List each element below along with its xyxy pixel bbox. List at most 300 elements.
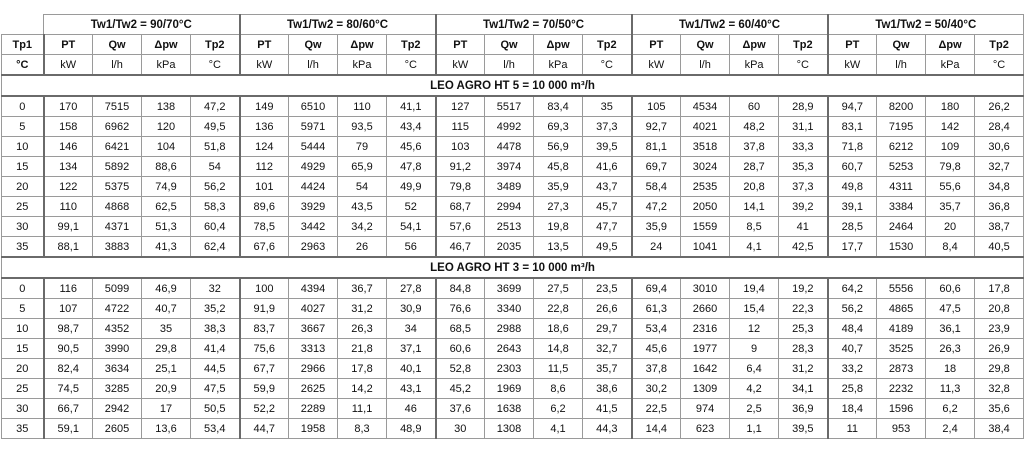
table-cell: 20,8 xyxy=(975,299,1024,319)
table-cell: 7515 xyxy=(93,96,142,117)
row-param-cell: 35 xyxy=(2,419,44,439)
table-cell: 58,4 xyxy=(632,177,681,197)
table-cell: 2660 xyxy=(681,299,730,319)
unit-header: °C xyxy=(779,55,828,76)
table-cell: 31,2 xyxy=(779,359,828,379)
table-cell: 46,7 xyxy=(436,237,485,258)
section-title: LEO AGRO HT 5 = 10 000 m³/h xyxy=(2,75,1024,96)
table-cell: 2232 xyxy=(877,379,926,399)
table-cell: 3285 xyxy=(93,379,142,399)
table-cell: 26,6 xyxy=(583,299,632,319)
table-header xyxy=(2,15,1024,76)
table-cell: 110 xyxy=(44,197,93,217)
table-cell: 60 xyxy=(730,96,779,117)
table-cell: 9 xyxy=(730,339,779,359)
table-cell: 53,4 xyxy=(191,419,240,439)
table-cell: 4,1 xyxy=(534,419,583,439)
table-cell: 107 xyxy=(44,299,93,319)
table-cell: 2994 xyxy=(485,197,534,217)
table-cell: 2316 xyxy=(681,319,730,339)
table-cell: 69,4 xyxy=(632,278,681,299)
table-cell: 1958 xyxy=(289,419,338,439)
table-cell: 83,1 xyxy=(828,117,877,137)
table-cell: 2,5 xyxy=(730,399,779,419)
table-cell: 79,8 xyxy=(436,177,485,197)
table-cell: 26,3 xyxy=(338,319,387,339)
table-cell: 43,7 xyxy=(583,177,632,197)
unit-header: kPa xyxy=(142,55,191,76)
table-cell: 79 xyxy=(338,137,387,157)
unit-header: l/h xyxy=(681,55,730,76)
table-row xyxy=(2,237,1024,258)
table-cell: 41,6 xyxy=(583,157,632,177)
row-param-cell: 35 xyxy=(2,237,44,258)
table-cell: 36,7 xyxy=(338,278,387,299)
table-cell: 3518 xyxy=(681,137,730,157)
table-cell: 51,3 xyxy=(142,217,191,237)
column-header: Qw xyxy=(877,35,926,55)
table-row xyxy=(2,278,1024,299)
row-param-cell: 0 xyxy=(2,96,44,117)
table-cell: 41,3 xyxy=(142,237,191,258)
table-cell: 2942 xyxy=(93,399,142,419)
table-cell: 2988 xyxy=(485,319,534,339)
table-cell: 4311 xyxy=(877,177,926,197)
table-cell: 2963 xyxy=(289,237,338,258)
table-cell: 116 xyxy=(44,278,93,299)
row-param-cell: 20 xyxy=(2,359,44,379)
table-cell: 6,4 xyxy=(730,359,779,379)
column-header: Δpw xyxy=(142,35,191,55)
table-cell: 3634 xyxy=(93,359,142,379)
table-cell: 94,7 xyxy=(828,96,877,117)
table-cell: 4992 xyxy=(485,117,534,137)
table-cell: 29,7 xyxy=(583,319,632,339)
table-cell: 55,6 xyxy=(926,177,975,197)
table-cell: 22,5 xyxy=(632,399,681,419)
table-cell: 83,7 xyxy=(240,319,289,339)
table-cell: 38,3 xyxy=(191,319,240,339)
table-cell: 19,4 xyxy=(730,278,779,299)
table-cell: 56,9 xyxy=(534,137,583,157)
table-cell: 20,8 xyxy=(730,177,779,197)
table-cell: 6212 xyxy=(877,137,926,157)
table-cell: 6421 xyxy=(93,137,142,157)
column-header: PT xyxy=(240,35,289,55)
table-cell: 11 xyxy=(828,419,877,439)
table-cell: 30 xyxy=(436,419,485,439)
table-cell: 18 xyxy=(926,359,975,379)
table-cell: 47,2 xyxy=(632,197,681,217)
table-cell: 8,3 xyxy=(338,419,387,439)
table-cell: 49,9 xyxy=(387,177,436,197)
table-cell: 68,7 xyxy=(436,197,485,217)
unit-header: °C xyxy=(975,55,1024,76)
unit-header-row xyxy=(2,55,1024,76)
table-cell: 101 xyxy=(240,177,289,197)
table-cell: 54,1 xyxy=(387,217,436,237)
table-cell: 26,3 xyxy=(926,339,975,359)
table-cell: 5971 xyxy=(289,117,338,137)
table-cell: 3525 xyxy=(877,339,926,359)
group-header-row xyxy=(2,15,1024,35)
table-cell: 8,6 xyxy=(534,379,583,399)
table-cell: 4371 xyxy=(93,217,142,237)
table-cell: 28,5 xyxy=(828,217,877,237)
table-cell: 76,6 xyxy=(436,299,485,319)
param-label: Tp1 xyxy=(2,35,44,55)
table-cell: 4424 xyxy=(289,177,338,197)
table-cell: 74,9 xyxy=(142,177,191,197)
table-cell: 4352 xyxy=(93,319,142,339)
table-cell: 56 xyxy=(387,237,436,258)
table-cell: 35,2 xyxy=(191,299,240,319)
table-cell: 623 xyxy=(681,419,730,439)
unit-header: kW xyxy=(828,55,877,76)
table-cell: 67,6 xyxy=(240,237,289,258)
table-cell: 47,7 xyxy=(583,217,632,237)
table-row xyxy=(2,399,1024,419)
table-cell: 953 xyxy=(877,419,926,439)
table-cell: 35,6 xyxy=(975,399,1024,419)
column-header: PT xyxy=(632,35,681,55)
table-cell: 1638 xyxy=(485,399,534,419)
table-cell: 3384 xyxy=(877,197,926,217)
table-cell: 98,7 xyxy=(44,319,93,339)
table-cell: 115 xyxy=(436,117,485,137)
table-cell: 51,8 xyxy=(191,137,240,157)
table-cell: 18,4 xyxy=(828,399,877,419)
table-cell: 90,5 xyxy=(44,339,93,359)
table-row xyxy=(2,96,1024,117)
table-cell: 26,2 xyxy=(975,96,1024,117)
table-cell: 6,2 xyxy=(926,399,975,419)
table-cell: 180 xyxy=(926,96,975,117)
table-cell: 45,2 xyxy=(436,379,485,399)
table-cell: 120 xyxy=(142,117,191,137)
table-cell: 4,1 xyxy=(730,237,779,258)
section-row xyxy=(2,257,1024,278)
group-header-5: Tw1/Tw2 = 50/40°C xyxy=(828,15,1024,35)
unit-header: l/h xyxy=(877,55,926,76)
table-cell: 103 xyxy=(436,137,485,157)
table-cell: 54 xyxy=(191,157,240,177)
table-cell: 105 xyxy=(632,96,681,117)
table-cell: 4394 xyxy=(289,278,338,299)
table-cell: 3489 xyxy=(485,177,534,197)
table-cell: 36,1 xyxy=(926,319,975,339)
table-cell: 2035 xyxy=(485,237,534,258)
table-row xyxy=(2,157,1024,177)
table-cell: 50,5 xyxy=(191,399,240,419)
column-header: Δpw xyxy=(730,35,779,55)
table-cell: 32,7 xyxy=(975,157,1024,177)
table-cell: 2513 xyxy=(485,217,534,237)
table-cell: 3883 xyxy=(93,237,142,258)
table-cell: 1530 xyxy=(877,237,926,258)
table-cell: 5892 xyxy=(93,157,142,177)
table-cell: 2464 xyxy=(877,217,926,237)
table-cell: 52 xyxy=(387,197,436,217)
row-param-cell: 5 xyxy=(2,117,44,137)
table-cell: 49,5 xyxy=(191,117,240,137)
table-cell: 48,2 xyxy=(730,117,779,137)
row-param-cell: 0 xyxy=(2,278,44,299)
table-cell: 34 xyxy=(387,319,436,339)
table-cell: 22,8 xyxy=(534,299,583,319)
column-header: Qw xyxy=(485,35,534,55)
table-cell: 29,8 xyxy=(142,339,191,359)
column-header: PT xyxy=(828,35,877,55)
column-header: PT xyxy=(436,35,485,55)
row-param-cell: 30 xyxy=(2,217,44,237)
table-cell: 59,1 xyxy=(44,419,93,439)
table-cell: 46 xyxy=(387,399,436,419)
table-cell: 1969 xyxy=(485,379,534,399)
table-cell: 1559 xyxy=(681,217,730,237)
table-cell: 3667 xyxy=(289,319,338,339)
table-cell: 21,8 xyxy=(338,339,387,359)
table-cell: 41 xyxy=(779,217,828,237)
table-cell: 83,4 xyxy=(534,96,583,117)
table-cell: 68,5 xyxy=(436,319,485,339)
table-cell: 5556 xyxy=(877,278,926,299)
table-cell: 33,3 xyxy=(779,137,828,157)
table-cell: 6510 xyxy=(289,96,338,117)
table-cell: 34,2 xyxy=(338,217,387,237)
table-cell: 44,7 xyxy=(240,419,289,439)
table-row xyxy=(2,379,1024,399)
table-cell: 3024 xyxy=(681,157,730,177)
row-param-cell: 5 xyxy=(2,299,44,319)
unit-header: kPa xyxy=(730,55,779,76)
row-param-cell: 10 xyxy=(2,137,44,157)
table-cell: 15,4 xyxy=(730,299,779,319)
table-cell: 138 xyxy=(142,96,191,117)
column-header: Tp2 xyxy=(583,35,632,55)
unit-header: l/h xyxy=(485,55,534,76)
group-header-4: Tw1/Tw2 = 60/40°C xyxy=(632,15,828,35)
table-cell: 62,4 xyxy=(191,237,240,258)
table-cell: 32,7 xyxy=(583,339,632,359)
table-cell: 25,1 xyxy=(142,359,191,379)
table-cell: 60,6 xyxy=(436,339,485,359)
column-header-row xyxy=(2,35,1024,55)
group-header-3: Tw1/Tw2 = 70/50°C xyxy=(436,15,632,35)
table-cell: 5099 xyxy=(93,278,142,299)
row-param-cell: 15 xyxy=(2,339,44,359)
table-cell: 66,7 xyxy=(44,399,93,419)
table-cell: 75,6 xyxy=(240,339,289,359)
table-cell: 1308 xyxy=(485,419,534,439)
table-cell: 62,5 xyxy=(142,197,191,217)
unit-header: kW xyxy=(632,55,681,76)
table-row xyxy=(2,339,1024,359)
table-cell: 112 xyxy=(240,157,289,177)
table-cell: 3990 xyxy=(93,339,142,359)
table-cell: 28,4 xyxy=(975,117,1024,137)
table-cell: 60,7 xyxy=(828,157,877,177)
table-cell: 39,5 xyxy=(583,137,632,157)
table-cell: 3442 xyxy=(289,217,338,237)
table-cell: 109 xyxy=(926,137,975,157)
param-unit: °C xyxy=(2,55,44,76)
table-cell: 122 xyxy=(44,177,93,197)
table-cell: 27,8 xyxy=(387,278,436,299)
table-cell: 84,8 xyxy=(436,278,485,299)
row-param-cell: 25 xyxy=(2,197,44,217)
table-cell: 7195 xyxy=(877,117,926,137)
unit-header: l/h xyxy=(93,55,142,76)
table-cell: 46,9 xyxy=(142,278,191,299)
table-cell: 17,7 xyxy=(828,237,877,258)
table-cell: 110 xyxy=(338,96,387,117)
table-row xyxy=(2,419,1024,439)
unit-header: kW xyxy=(44,55,93,76)
table-cell: 58,3 xyxy=(191,197,240,217)
table-cell: 56,2 xyxy=(828,299,877,319)
table-cell: 44,5 xyxy=(191,359,240,379)
unit-header: kW xyxy=(436,55,485,76)
table-cell: 25,8 xyxy=(828,379,877,399)
table-cell: 60,6 xyxy=(926,278,975,299)
table-cell: 4021 xyxy=(681,117,730,137)
table-cell: 2,4 xyxy=(926,419,975,439)
table-cell: 4865 xyxy=(877,299,926,319)
table-body xyxy=(2,75,1024,439)
table-cell: 149 xyxy=(240,96,289,117)
unit-header: °C xyxy=(387,55,436,76)
table-cell: 2873 xyxy=(877,359,926,379)
table-cell: 2050 xyxy=(681,197,730,217)
table-cell: 32,8 xyxy=(975,379,1024,399)
table-cell: 35,7 xyxy=(583,359,632,379)
table-cell: 60,4 xyxy=(191,217,240,237)
table-cell: 3929 xyxy=(289,197,338,217)
table-cell: 4722 xyxy=(93,299,142,319)
table-cell: 43,5 xyxy=(338,197,387,217)
table-cell: 28,9 xyxy=(779,96,828,117)
table-cell: 4189 xyxy=(877,319,926,339)
table-cell: 45,8 xyxy=(534,157,583,177)
table-cell: 14,8 xyxy=(534,339,583,359)
table-cell: 45,6 xyxy=(632,339,681,359)
table-cell: 37,8 xyxy=(730,137,779,157)
table-cell: 48,4 xyxy=(828,319,877,339)
table-row xyxy=(2,177,1024,197)
column-header: Tp2 xyxy=(387,35,436,55)
table-cell: 42,5 xyxy=(779,237,828,258)
table-cell: 81,1 xyxy=(632,137,681,157)
table-cell: 127 xyxy=(436,96,485,117)
table-cell: 2966 xyxy=(289,359,338,379)
table-cell: 4868 xyxy=(93,197,142,217)
table-cell: 5253 xyxy=(877,157,926,177)
table-cell: 20,9 xyxy=(142,379,191,399)
table-cell: 974 xyxy=(681,399,730,419)
table-cell: 27,5 xyxy=(534,278,583,299)
table-cell: 20 xyxy=(926,217,975,237)
table-cell: 124 xyxy=(240,137,289,157)
table-cell: 19,2 xyxy=(779,278,828,299)
table-cell: 11,1 xyxy=(338,399,387,419)
table-cell: 142 xyxy=(926,117,975,137)
table-cell: 11,5 xyxy=(534,359,583,379)
table-cell: 61,3 xyxy=(632,299,681,319)
table-cell: 36,9 xyxy=(779,399,828,419)
table-cell: 74,5 xyxy=(44,379,93,399)
table-cell: 3340 xyxy=(485,299,534,319)
table-cell: 26,9 xyxy=(975,339,1024,359)
table-cell: 44,3 xyxy=(583,419,632,439)
table-cell: 2303 xyxy=(485,359,534,379)
column-header: Δpw xyxy=(926,35,975,55)
column-header: Qw xyxy=(93,35,142,55)
table-cell: 49,5 xyxy=(583,237,632,258)
unit-header: kPa xyxy=(338,55,387,76)
table-cell: 92,7 xyxy=(632,117,681,137)
table-cell: 1,1 xyxy=(730,419,779,439)
row-param-cell: 10 xyxy=(2,319,44,339)
table-cell: 146 xyxy=(44,137,93,157)
table-cell: 5517 xyxy=(485,96,534,117)
table-cell: 14,1 xyxy=(730,197,779,217)
table-cell: 64,2 xyxy=(828,278,877,299)
table-cell: 23,9 xyxy=(975,319,1024,339)
table-cell: 49,8 xyxy=(828,177,877,197)
table-cell: 3699 xyxy=(485,278,534,299)
table-cell: 39,1 xyxy=(828,197,877,217)
group-header-1: Tw1/Tw2 = 90/70°C xyxy=(44,15,240,35)
table-row xyxy=(2,137,1024,157)
table-cell: 37,6 xyxy=(436,399,485,419)
table-cell: 14,4 xyxy=(632,419,681,439)
table-cell: 134 xyxy=(44,157,93,177)
table-cell: 89,6 xyxy=(240,197,289,217)
table-cell: 1977 xyxy=(681,339,730,359)
table-cell: 23,5 xyxy=(583,278,632,299)
unit-header: kPa xyxy=(534,55,583,76)
table-cell: 104 xyxy=(142,137,191,157)
table-cell: 37,3 xyxy=(779,177,828,197)
table-cell: 13,6 xyxy=(142,419,191,439)
table-cell: 6,2 xyxy=(534,399,583,419)
table-cell: 82,4 xyxy=(44,359,93,379)
table-cell: 11,3 xyxy=(926,379,975,399)
table-cell: 45,7 xyxy=(583,197,632,217)
performance-table-container xyxy=(1,14,1023,439)
table-cell: 28,3 xyxy=(779,339,828,359)
table-cell: 43,1 xyxy=(387,379,436,399)
table-cell: 34,1 xyxy=(779,379,828,399)
table-cell: 69,3 xyxy=(534,117,583,137)
table-row xyxy=(2,359,1024,379)
table-cell: 91,9 xyxy=(240,299,289,319)
table-cell: 3313 xyxy=(289,339,338,359)
row-param-cell: 20 xyxy=(2,177,44,197)
row-param-cell: 30 xyxy=(2,399,44,419)
table-cell: 91,2 xyxy=(436,157,485,177)
table-cell: 35,7 xyxy=(926,197,975,217)
table-cell: 18,6 xyxy=(534,319,583,339)
column-header: Δpw xyxy=(338,35,387,55)
table-cell: 2535 xyxy=(681,177,730,197)
table-cell: 47,8 xyxy=(387,157,436,177)
row-param-cell: 15 xyxy=(2,157,44,177)
table-cell: 37,1 xyxy=(387,339,436,359)
table-cell: 1309 xyxy=(681,379,730,399)
table-row xyxy=(2,319,1024,339)
